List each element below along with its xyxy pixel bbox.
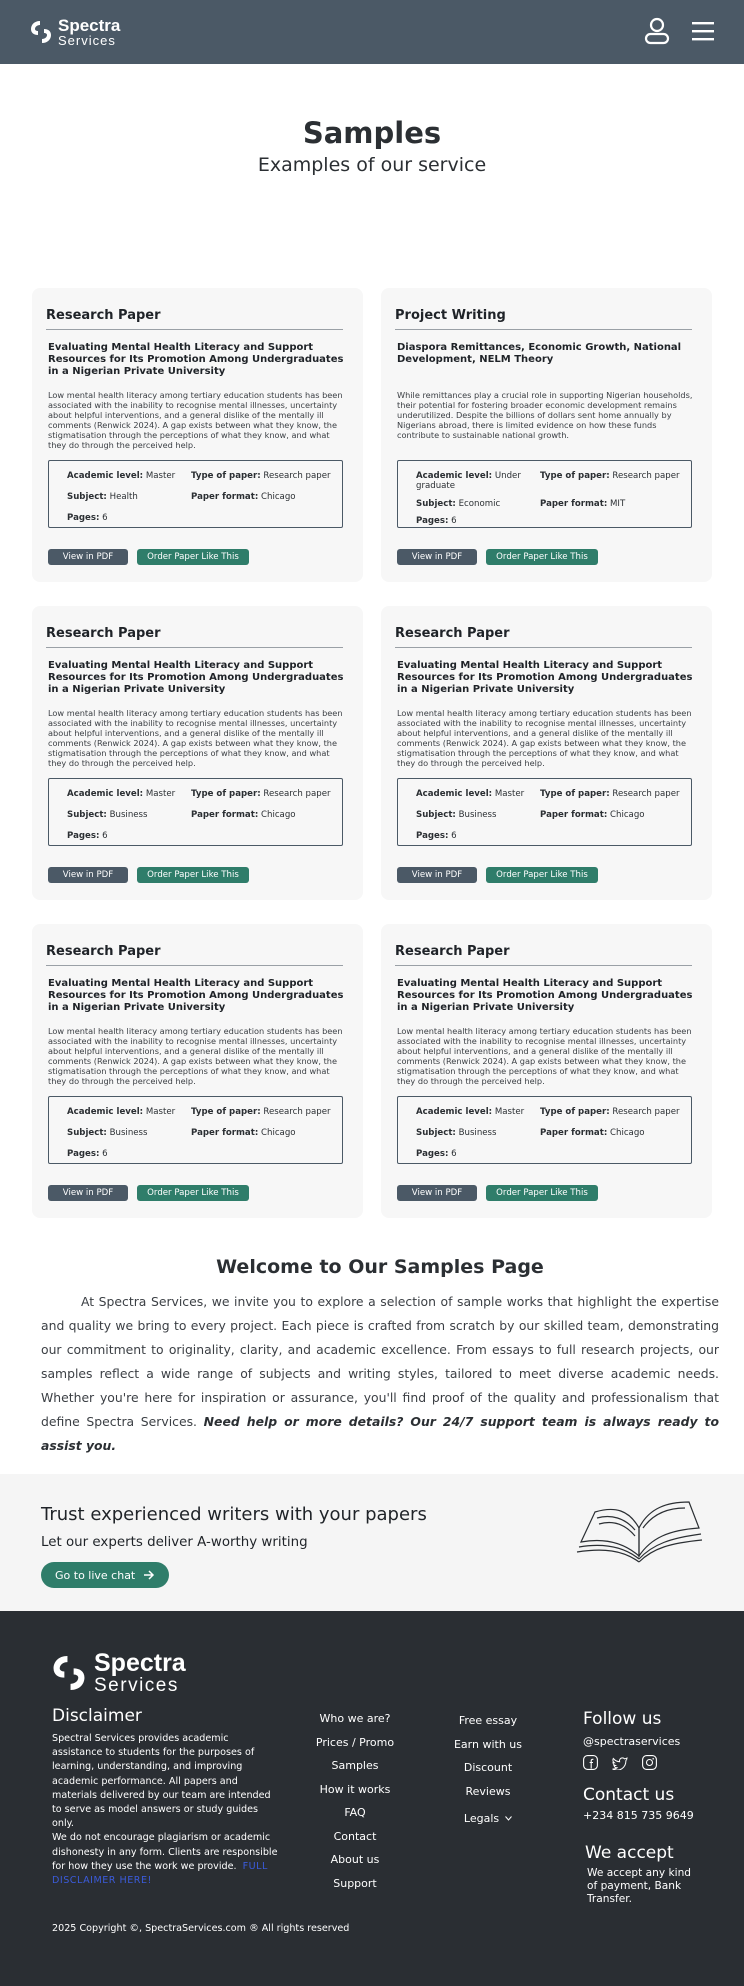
- meta-subject: Subject: Business: [416, 1128, 497, 1138]
- card-paper-type: Research Paper: [395, 626, 692, 648]
- accept-title: We accept: [585, 1843, 674, 1863]
- meta-pages: Pages: 6: [416, 516, 457, 527]
- footer-link[interactable]: Samples: [331, 1759, 379, 1772]
- meta-subject: Subject: Business: [416, 810, 497, 820]
- live-chat-button[interactable]: [41, 1562, 169, 1588]
- meta-type-of-paper: Type of paper: Research paper: [191, 789, 331, 799]
- follow-us-block: [583, 1709, 680, 1774]
- footer-links-column-2: [433, 1713, 543, 1831]
- sample-card: [381, 288, 712, 582]
- welcome-section: [0, 1218, 744, 1474]
- view-pdf-button[interactable]: View in PDF: [48, 1185, 128, 1201]
- site-header: [0, 0, 744, 64]
- disclaimer-text-2-body: We do not encourage plagiarism or academic dishonesty in any form. Clients are responsible for how they use the work we provide.: [52, 1832, 278, 1872]
- accept-text: We accept any kind of payment, Bank Transfer.: [587, 1867, 692, 1905]
- order-paper-button[interactable]: Order Paper Like This: [486, 549, 598, 565]
- hero-section: [0, 64, 744, 288]
- meta-paper-format: Paper format: Chicago: [191, 492, 296, 502]
- meta-type-of-paper: Type of paper: Research paper: [540, 789, 680, 799]
- disclaimer-title: Disclaimer: [52, 1706, 142, 1726]
- meta-subject: Subject: Business: [67, 1128, 148, 1138]
- disclaimer-text-2: [52, 1831, 282, 1888]
- meta-type-of-paper: Type of paper: Research paper: [540, 471, 680, 481]
- meta-academic-level: Academic level: Under graduate: [416, 471, 521, 491]
- card-paper-type: Research Paper: [395, 944, 692, 966]
- sample-card: [32, 606, 363, 900]
- order-paper-button[interactable]: Order Paper Like This: [137, 867, 249, 883]
- order-paper-button[interactable]: Order Paper Like This: [486, 1185, 598, 1201]
- meta-paper-format: Paper format: Chicago: [191, 1128, 296, 1138]
- meta-paper-format: Paper format: Chicago: [191, 810, 296, 820]
- card-meta-box: [397, 778, 692, 846]
- card-title: Evaluating Mental Health Literacy and Support Resources for Its Promotion Among Undergraduates in a Nigerian Private University: [397, 660, 693, 695]
- footer-link[interactable]: Who we are?: [319, 1712, 391, 1725]
- sample-card: [381, 606, 712, 900]
- sample-card: [32, 288, 363, 582]
- user-account-button[interactable]: [644, 17, 670, 48]
- view-pdf-button[interactable]: View in PDF: [48, 867, 128, 883]
- card-paper-type: Research Paper: [46, 308, 343, 330]
- meta-academic-level: Academic level: Master: [67, 471, 176, 481]
- card-meta-box: [397, 460, 692, 528]
- arrow-right-icon: [143, 1570, 155, 1580]
- trust-subtitle: Let our experts deliver A-worthy writing: [41, 1535, 308, 1550]
- meta-type-of-paper: Type of paper: Research paper: [191, 1107, 331, 1117]
- social-handle: @spectraservices: [583, 1735, 681, 1748]
- meta-pages: Pages: 6: [416, 1149, 457, 1159]
- welcome-text: [41, 1290, 719, 1458]
- live-chat-label: Go to live chat: [55, 1568, 136, 1582]
- footer-link[interactable]: How it works: [319, 1782, 391, 1796]
- meta-paper-format: Paper format: Chicago: [540, 1128, 645, 1138]
- meta-type-of-paper: Type of paper: Research paper: [540, 1107, 680, 1117]
- meta-type-of-paper: Type of paper: Research paper: [191, 471, 331, 481]
- legals-dropdown[interactable]: [464, 1807, 512, 1831]
- disclaimer-block: [52, 1706, 282, 1888]
- card-title: Diaspora Remittances, Economic Growth, National Development, NELM Theory: [397, 342, 682, 365]
- order-paper-button[interactable]: Order Paper Like This: [137, 549, 249, 565]
- meta-academic-level: Academic level: Master: [416, 789, 525, 799]
- footer-link[interactable]: FAQ: [344, 1806, 366, 1819]
- page-title: Samples: [302, 116, 442, 150]
- card-meta-box: [397, 1096, 692, 1164]
- meta-subject: Subject: Business: [67, 810, 148, 820]
- footer-logo-text-bottom: Services: [94, 1675, 179, 1696]
- logo-text-bottom: Services: [58, 33, 116, 48]
- welcome-title: Welcome to Our Samples Page: [216, 1256, 544, 1278]
- sample-card: [32, 924, 363, 1218]
- meta-academic-level: Academic level: Master: [67, 789, 176, 799]
- card-meta-box: [48, 778, 343, 846]
- view-pdf-button[interactable]: View in PDF: [397, 867, 477, 883]
- meta-academic-level: Academic level: Master: [416, 1107, 525, 1117]
- welcome-body: At Spectra Services, we invite you to explore a selection of sample works that highlight the expertise and quality we bring to every project. Each piece is crafted from scratch by our skilled team, demonstrating our commitment to originality, clarity, and academic excellence. From essays to full research projects, our samples reflect a wide range of subjects and writing styles, tailored to meet diverse academic needs. Whether you're here for inspiration or assurance, you'll find proof of the quality and professionalism that define Spectra Services.: [41, 1294, 719, 1429]
- card-description: Low mental health literacy among tertiary education students has been associated with the inability to recognise mental illnesses, uncertainty about helpful interventions, and a general dislike of the mentally ill comments (Renwick 2024). A gap exists between what they know, the stigmatisation through the perceptions of what they know, and what they do through the perceived help.: [48, 1026, 343, 1086]
- view-pdf-button[interactable]: View in PDF: [397, 1185, 477, 1201]
- footer-link[interactable]: Support: [333, 1876, 377, 1890]
- meta-subject: Subject: Economic: [416, 498, 501, 509]
- footer-link[interactable]: About us: [330, 1853, 380, 1866]
- card-description: Low mental health literacy among tertiary education students has been associated with the inability to recognise mental illnesses, uncertainty about helpful interventions, and a general dislike of the mentally ill comments (Renwick 2024). A gap exists between what they know, the stigmatisation through the perceptions of what they know, and what they do through the perceived help.: [397, 708, 692, 768]
- disclaimer-text-1: Spectral Services provides academic assistance to students for the purposes of learning, understanding, and improving academic performance. All papers and materials delivered by our team are intended to serve as model answers or study guides only.: [52, 1733, 271, 1830]
- card-meta-box: [48, 460, 343, 528]
- meta-pages: Pages: 6: [416, 831, 457, 841]
- meta-pages: Pages: 6: [67, 513, 108, 523]
- meta-pages: Pages: 6: [67, 831, 108, 841]
- site-footer: [0, 1611, 744, 1986]
- logo-mark-icon: [30, 19, 52, 45]
- card-meta-box: [48, 1096, 343, 1164]
- contact-block: [583, 1785, 694, 1822]
- footer-link[interactable]: Reviews: [465, 1784, 511, 1798]
- card-title: Evaluating Mental Health Literacy and Support Resources for Its Promotion Among Undergraduates in a Nigerian Private University: [48, 660, 344, 695]
- card-paper-type: Research Paper: [46, 626, 343, 648]
- card-paper-type: Project Writing: [395, 308, 692, 330]
- logo-text-top: Spectra: [58, 16, 121, 35]
- order-paper-button[interactable]: Order Paper Like This: [486, 867, 598, 883]
- meta-paper-format: Paper format: Chicago: [540, 810, 645, 820]
- footer-link[interactable]: Discount: [463, 1761, 513, 1774]
- welcome-emphasis: Need help or more details? Our 24/7 support team is always ready to assist you.: [41, 1414, 719, 1453]
- card-title: Evaluating Mental Health Literacy and Support Resources for Its Promotion Among Undergraduates in a Nigerian Private University: [48, 342, 344, 377]
- contact-title: Contact us: [583, 1785, 675, 1805]
- full-disclaimer-link[interactable]: FULL DISCLAIMER HERE!: [52, 1860, 268, 1887]
- trust-banner: [0, 1474, 744, 1611]
- view-pdf-button[interactable]: View in PDF: [397, 549, 477, 565]
- footer-link[interactable]: Contact: [333, 1829, 377, 1843]
- footer-links-column-1: [300, 1711, 410, 1899]
- hamburger-menu-icon: [692, 21, 714, 41]
- card-description: While remittances play a crucial role in supporting Nigerian households, their potential for fostering broader economic development remains underutilized. Despite the billions of dollars sent home annually by Nigerians abroad, there is limited evidence on how these funds contribute to sustainable national growth.: [397, 390, 693, 440]
- contact-phone[interactable]: +234 815 735 9649: [583, 1809, 694, 1822]
- site-logo[interactable]: [30, 17, 120, 47]
- chevron-down-icon: [505, 1816, 512, 1821]
- meta-pages: Pages: 6: [67, 1149, 108, 1159]
- meta-academic-level: Academic level: Master: [67, 1107, 176, 1117]
- instagram-icon[interactable]: [642, 1755, 657, 1774]
- view-pdf-button[interactable]: View in PDF: [48, 549, 128, 565]
- follow-title: Follow us: [583, 1709, 662, 1729]
- user-icon: [644, 17, 670, 45]
- card-description: Low mental health literacy among tertiary education students has been associated with the inability to recognise mental illnesses, uncertainty about helpful interventions, and a general dislike of the mentally ill comments (Renwick 2024). A gap exists between what they know, the stigmatisation through the perceptions of what they know, and what they do through the perceived help.: [48, 708, 343, 768]
- menu-button[interactable]: [692, 21, 714, 44]
- meta-paper-format: Paper format: MIT: [540, 498, 626, 509]
- legals-label: Legals: [463, 1811, 500, 1825]
- payment-block: [585, 1843, 695, 1906]
- footer-logo-text-top: Spectra: [94, 1649, 186, 1677]
- facebook-icon[interactable]: [583, 1755, 598, 1774]
- footer-link[interactable]: Earn with us: [453, 1737, 523, 1751]
- samples-grid: [0, 288, 744, 1218]
- card-paper-type: Research Paper: [46, 944, 343, 966]
- copyright: 2025 Copyright ©, SpectraServices.com ® All rights reserved: [52, 1923, 350, 1934]
- trust-title: Trust experienced writers with your papers: [41, 1504, 427, 1525]
- sample-card: [381, 924, 712, 1218]
- page-subtitle: Examples of our service: [257, 154, 487, 176]
- order-paper-button[interactable]: Order Paper Like This: [137, 1185, 249, 1201]
- meta-subject: Subject: Health: [67, 492, 138, 502]
- card-description: Low mental health literacy among tertiary education students has been associated with the inability to recognise mental illnesses, uncertainty about helpful interventions, and a general dislike of the mentally ill comments (Renwick 2024). A gap exists between what they know, the stigmatisation through the perceptions of what they know, and what they do through the perceived help.: [397, 1026, 692, 1086]
- twitter-icon[interactable]: [612, 1755, 628, 1774]
- card-title: Evaluating Mental Health Literacy and Support Resources for Its Promotion Among Undergraduates in a Nigerian Private University: [48, 978, 344, 1013]
- card-description: Low mental health literacy among tertiary education students has been associated with the inability to recognise mental illnesses, uncertainty about helpful interventions, and a general dislike of the mentally ill comments (Renwick 2024). A gap exists between what they know, the stigmatisation through the perceptions of what they know, and what they do through the perceived help.: [48, 390, 343, 450]
- card-title: Evaluating Mental Health Literacy and Support Resources for Its Promotion Among Undergraduates in a Nigerian Private University: [397, 978, 693, 1013]
- open-book-icon: [575, 1498, 703, 1578]
- logo-mark-icon: [52, 1652, 86, 1694]
- footer-link[interactable]: Prices / Promo: [315, 1735, 395, 1749]
- footer-logo[interactable]: [52, 1651, 186, 1695]
- footer-link[interactable]: Free essay: [458, 1714, 518, 1727]
